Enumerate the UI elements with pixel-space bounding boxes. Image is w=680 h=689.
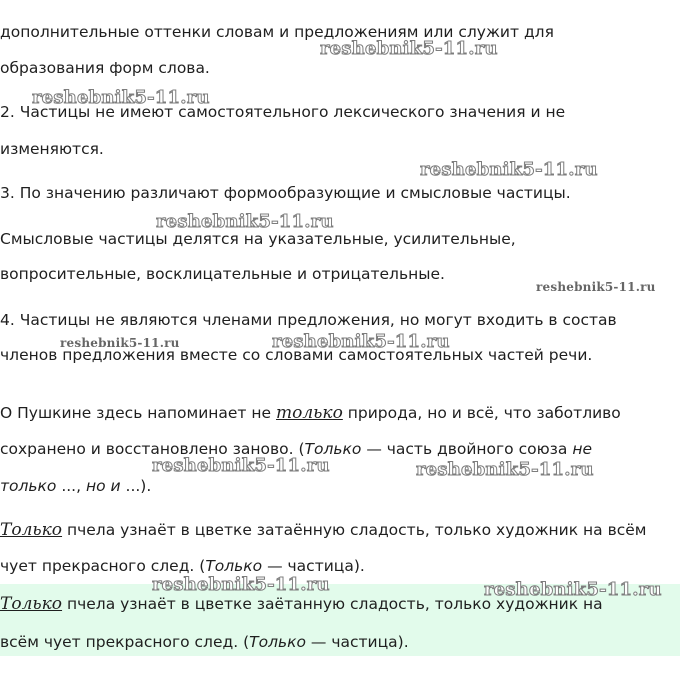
example-line: сохранено и восстановлено заново. (Только — часть двойного союза не [0,440,592,458]
example-line: только ..., но и ...). [0,477,152,495]
watermark: reshebnik5-11.ru [420,159,598,180]
watermark: reshebnik5-11.ru [416,459,594,480]
text-line: Смысловые частицы делятся на указательные, усилительные, [0,230,516,248]
watermark: reshebnik5-11.ru [484,579,662,600]
text-line: 4. Частицы не являются членами предложения, но могут входить в состав [0,311,617,329]
text-line: образования форм слова. [0,59,210,77]
watermark: reshebnik5-11.ru [272,331,450,352]
watermark: reshebnik5-11.ru [32,87,210,108]
underlined-word: Только [0,594,63,614]
example-line: чует прекрасного след. (Только — частица). [0,557,365,575]
text-line: вопросительные, восклицательные и отрицательные. [0,265,445,283]
watermark: reshebnik5-11.ru [320,38,498,59]
watermark: reshebnik5-11.ru [156,211,334,232]
example-line: всём чует прекрасного след. (Только — частица). [0,633,409,651]
example-line: Только пчела узнаёт в цветке затаённую сладость, только художник на всём [0,520,647,540]
underlined-word: Только [0,520,63,540]
watermark: reshebnik5-11.ru [536,280,656,294]
watermark: reshebnik5-11.ru [152,574,330,595]
text-line: членов предложения вместе со словами самостоятельных частей речи. [0,346,593,364]
text-line: изменяются. [0,140,104,158]
underlined-word: только [276,403,343,423]
example-line: Только пчела узнаёт в цветке заётанную сладость, только художник на [0,594,603,614]
example-line: О Пушкине здесь напоминает не только природа, но и всё, что заботливо [0,403,621,423]
watermark: reshebnik5-11.ru [60,336,180,350]
text-line: 3. По значению различают формообразующие и смысловые частицы. [0,184,571,202]
text-line: дополнительные оттенки словам и предложениям или служит для [0,23,554,41]
watermark: reshebnik5-11.ru [152,455,330,476]
text-line: 2. Частицы не имеют самостоятельного лексического значения и не [0,103,566,121]
